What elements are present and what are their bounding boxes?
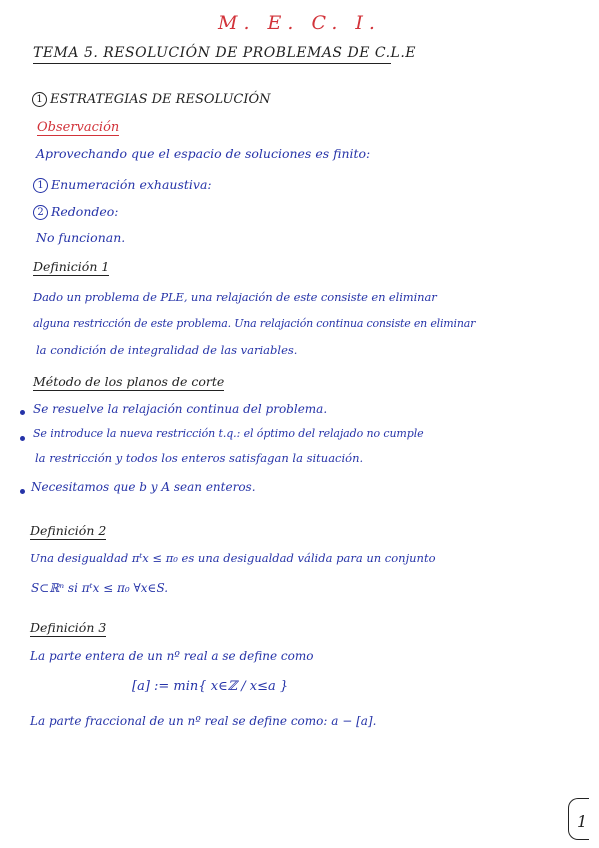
observacion-line-2	[33, 178, 212, 193]
def1-heading: Definición 1	[33, 259, 110, 274]
observacion-line-4: No funcionan.	[36, 230, 126, 245]
def3-formula: [a] := min{ x∈ℤ / x≤a }	[132, 679, 289, 694]
metodo-bullet-1	[20, 410, 25, 415]
metodo-line-3: la restricción y todos los enteros satisfagan la situación.	[35, 451, 364, 465]
def3-heading: Definición 3	[30, 620, 107, 635]
metodo-line-4: Necesitamos que b y A sean enteros.	[31, 480, 256, 494]
def1-line-2: alguna restricción de este problema. Una relajación continua consiste en eliminar	[33, 317, 476, 330]
page-number: 1	[577, 812, 588, 831]
document-header: M. E. C. I.	[218, 12, 381, 34]
section-title-text: ESTRATEGIAS DE RESOLUCIÓN	[50, 92, 271, 107]
item-text-2: Redondeo:	[51, 204, 119, 219]
observacion-heading: Observación	[37, 120, 120, 135]
item-number-2: 2	[33, 205, 48, 220]
topic-title: TEMA 5. RESOLUCIÓN DE PROBLEMAS DE C.L.E	[33, 46, 391, 64]
metodo-line-2: Se introduce la nueva restricción t.q.: el óptimo del relajado no cumple	[33, 427, 424, 440]
def3-line-3: La parte fraccional de un nº real se define como: a − [a].	[30, 714, 377, 728]
item-text-1: Enumeración exhaustiva:	[51, 177, 212, 192]
item-number-1: 1	[33, 178, 48, 193]
metodo-heading: Método de los planos de corte	[33, 374, 225, 389]
def2-heading: Definición 2	[30, 523, 107, 538]
metodo-bullet-2	[20, 436, 25, 441]
def1-line-3: la condición de integralidad de las variables.	[36, 343, 298, 357]
def3-line-1: La parte entera de un nº real a se define como	[30, 649, 314, 663]
section-number: 1	[32, 92, 47, 107]
observacion-line-3	[33, 205, 119, 220]
metodo-line-1: Se resuelve la relajación continua del problema.	[33, 402, 328, 416]
section-1-title	[32, 92, 271, 107]
def2-line-1: Una desigualdad πᵗx ≤ π₀ es una desigualdad válida para un conjunto	[30, 551, 436, 565]
observacion-line-1: Aprovechando que el espacio de soluciones es finito:	[36, 146, 371, 161]
def2-line-2: S⊂ℝⁿ si πᵗx ≤ π₀ ∀x∈S.	[31, 581, 169, 595]
def1-line-1: Dado un problema de PLE, una relajación de este consiste en eliminar	[33, 290, 437, 304]
metodo-bullet-3	[20, 489, 25, 494]
